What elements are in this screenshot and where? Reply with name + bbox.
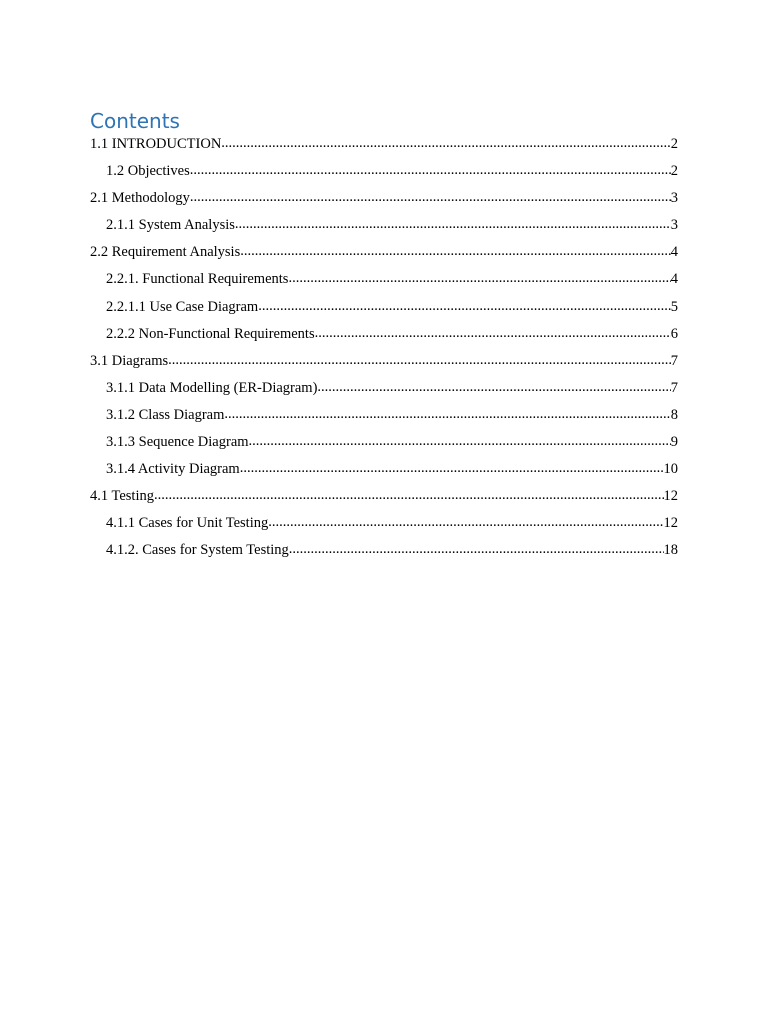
toc-list <box>90 136 678 570</box>
toc-entry-label: 2.1.1 System Analysis <box>106 217 235 234</box>
toc-entry-label: 4.1 Testing <box>90 488 154 505</box>
toc-dot-leader <box>221 136 670 152</box>
toc-entry-page-number: 5 <box>670 298 678 315</box>
toc-entry[interactable] <box>90 190 678 217</box>
toc-entry[interactable] <box>90 299 678 326</box>
toc-entry-label: 2.1 Methodology <box>90 190 190 207</box>
toc-entry-label: 3.1.4 Activity Diagram <box>106 461 240 478</box>
toc-entry-page-number: 2 <box>670 136 678 152</box>
toc-entry-page-number: 3 <box>670 190 678 207</box>
toc-entry[interactable] <box>90 271 678 298</box>
toc-entry-page-number: 3 <box>670 217 678 234</box>
toc-entry[interactable] <box>90 136 678 163</box>
toc-dot-leader <box>258 299 671 315</box>
toc-dot-leader <box>224 407 670 423</box>
toc-heading: Contents <box>90 109 180 133</box>
toc-dot-leader <box>317 380 670 396</box>
toc-entry-label: 1.2 Objectives <box>106 163 190 180</box>
toc-dot-leader <box>235 217 671 233</box>
toc-dot-leader <box>190 190 671 206</box>
toc-dot-leader <box>154 488 664 504</box>
toc-entry-page-number: 4 <box>670 244 678 261</box>
toc-entry[interactable] <box>90 515 678 542</box>
toc-entry[interactable] <box>90 380 678 407</box>
toc-dot-leader <box>168 353 671 369</box>
toc-dot-leader <box>315 326 671 342</box>
toc-entry-label: 2.2.1. Functional Requirements <box>106 271 289 288</box>
toc-entry-page-number: 2 <box>670 163 678 180</box>
toc-entry-label: 4.1.2. Cases for System Testing <box>106 542 289 559</box>
toc-dot-leader <box>190 163 671 179</box>
table-of-contents <box>90 106 678 570</box>
toc-entry[interactable] <box>90 163 678 190</box>
toc-dot-leader <box>288 271 670 287</box>
toc-entry-label: 3.1.1 Data Modelling (ER-Diagram) <box>106 379 318 396</box>
toc-entry-page-number: 12 <box>663 515 678 532</box>
toc-entry-page-number: 8 <box>670 406 678 423</box>
toc-entry[interactable] <box>90 461 678 488</box>
toc-entry-label: 3.1 Diagrams <box>90 352 169 369</box>
toc-entry[interactable] <box>90 488 678 515</box>
toc-entry-page-number: 7 <box>670 352 678 369</box>
toc-entry[interactable] <box>90 244 678 271</box>
toc-entry-page-number: 7 <box>670 379 678 396</box>
toc-entry-label: 3.1.3 Sequence Diagram <box>106 434 249 451</box>
toc-entry-page-number: 12 <box>663 488 678 505</box>
toc-dot-leader <box>289 542 664 558</box>
toc-entry-page-number: 6 <box>670 325 678 342</box>
toc-entry-page-number: 9 <box>670 434 678 451</box>
toc-entry[interactable] <box>90 217 678 244</box>
toc-entry[interactable] <box>90 326 678 353</box>
toc-entry[interactable] <box>90 542 678 569</box>
toc-entry[interactable] <box>90 434 678 461</box>
toc-entry-page-number: 4 <box>670 271 678 288</box>
toc-entry-label: 1.1 INTRODUCTION <box>90 136 222 152</box>
toc-entry[interactable] <box>90 353 678 380</box>
toc-entry-label: 2.2 Requirement Analysis <box>90 244 241 261</box>
toc-entry-label: 4.1.1 Cases for Unit Testing <box>106 515 269 532</box>
toc-entry-label: 2.2.1.1 Use Case Diagram <box>106 298 259 315</box>
toc-dot-leader <box>268 515 663 531</box>
toc-entry-page-number: 18 <box>663 542 678 559</box>
toc-entry-label: 2.2.2 Non-Functional Requirements <box>106 325 315 342</box>
toc-entry-label: 3.1.2 Class Diagram <box>106 406 225 423</box>
toc-entry[interactable] <box>90 407 678 434</box>
toc-dot-leader <box>240 244 671 260</box>
toc-dot-leader <box>240 461 664 477</box>
toc-dot-leader <box>249 434 671 450</box>
toc-entry-page-number: 10 <box>663 461 678 478</box>
